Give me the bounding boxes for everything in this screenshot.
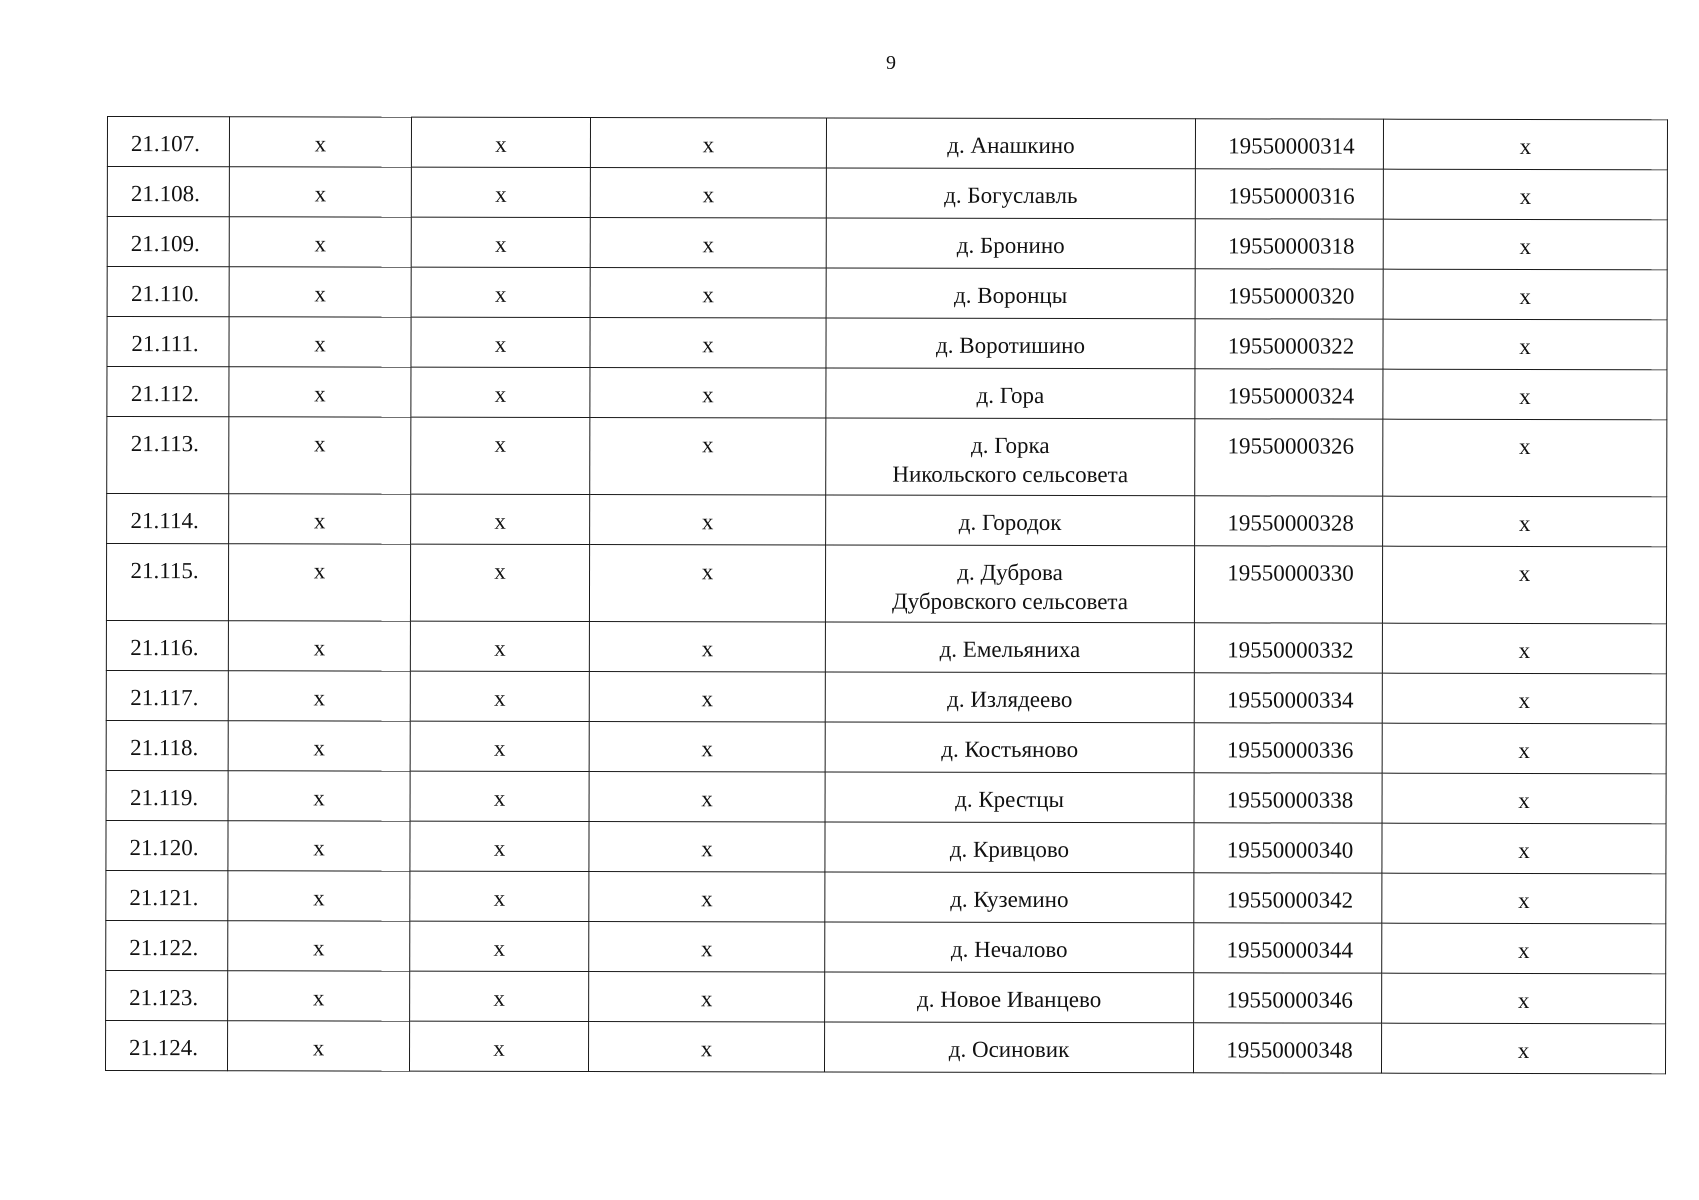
x-mark-cell-3: x	[590, 218, 826, 268]
x-mark-cell-4: x	[1382, 973, 1666, 1024]
x-mark-cell-3: x	[589, 722, 825, 772]
settlement-name-cell: д. Богуславль	[826, 168, 1195, 219]
settlement-name-cell: д. Воротишино	[826, 318, 1195, 369]
table-row	[107, 267, 1667, 320]
table-row	[106, 820, 1666, 873]
oktmo-code-cell: 19550000316	[1195, 169, 1383, 219]
x-mark-cell-3: x	[589, 972, 825, 1022]
table-row	[107, 417, 1667, 497]
x-mark-cell-1: x	[228, 544, 410, 621]
x-mark-cell-1: x	[229, 117, 411, 167]
x-mark-cell-3: x	[590, 368, 826, 418]
x-mark-cell-4: x	[1382, 546, 1666, 624]
x-mark-cell-4: x	[1382, 823, 1666, 874]
x-mark-cell-2: x	[410, 1021, 589, 1071]
x-mark-cell-4: x	[1383, 269, 1667, 320]
row-number-cell: 21.113.	[107, 417, 229, 494]
x-mark-cell-4: x	[1383, 169, 1667, 220]
x-mark-cell-4: x	[1382, 773, 1666, 824]
x-mark-cell-4: x	[1383, 319, 1667, 370]
page-number: 9	[886, 52, 896, 74]
row-number-cell: 21.107.	[107, 117, 229, 167]
settlement-name-cell: д. Осиновик	[824, 1022, 1193, 1073]
oktmo-code-cell: 19550000334	[1194, 673, 1382, 723]
table-row	[106, 544, 1666, 624]
table-row	[107, 494, 1667, 547]
x-mark-cell-1: x	[229, 367, 411, 417]
x-mark-cell-3: x	[589, 545, 825, 622]
settlement-name-cell	[825, 545, 1194, 623]
registry-table-container	[105, 116, 1667, 1074]
x-mark-cell-2: x	[410, 544, 589, 621]
x-mark-cell-2: x	[411, 367, 590, 417]
x-mark-cell-3: x	[590, 118, 826, 168]
x-mark-cell-3: x	[589, 622, 825, 672]
x-mark-cell-4: x	[1382, 673, 1666, 724]
x-mark-cell-2: x	[410, 721, 589, 771]
settlement-name-cell: д. Нечалово	[825, 922, 1194, 973]
table-row	[107, 317, 1667, 370]
oktmo-code-cell: 19550000326	[1195, 419, 1383, 496]
table-row	[106, 920, 1666, 973]
x-mark-cell-1: x	[228, 771, 410, 821]
oktmo-code-cell: 19550000322	[1195, 319, 1383, 369]
settlement-council-line: Дубровского сельсовета	[891, 588, 1129, 615]
oktmo-code-cell: 19550000348	[1193, 1023, 1381, 1073]
x-mark-cell-1: x	[228, 621, 410, 671]
x-mark-cell-2: x	[411, 417, 590, 494]
oktmo-code-cell: 19550000346	[1194, 973, 1382, 1023]
x-mark-cell-2: x	[410, 921, 589, 971]
oktmo-code-cell: 19550000338	[1194, 773, 1382, 823]
x-mark-cell-2: x	[411, 494, 590, 544]
x-mark-cell-3: x	[590, 495, 826, 545]
x-mark-cell-3: x	[590, 268, 826, 318]
table-body	[106, 117, 1668, 1074]
x-mark-cell-3: x	[589, 772, 825, 822]
x-mark-cell-3: x	[588, 1022, 824, 1072]
x-mark-cell-2: x	[410, 771, 589, 821]
settlement-name-line: д. Дуброва	[957, 559, 1063, 586]
x-mark-cell-3: x	[590, 168, 826, 218]
x-mark-cell-1: x	[229, 217, 411, 267]
settlement-name-cell: д. Емельяниха	[825, 622, 1194, 673]
table-row	[107, 167, 1667, 220]
oktmo-code-cell: 19550000340	[1194, 823, 1382, 873]
x-mark-cell-1: x	[228, 921, 410, 971]
x-mark-cell-4: x	[1382, 923, 1666, 974]
x-mark-cell-3: x	[589, 672, 825, 722]
x-mark-cell-3: x	[590, 318, 826, 368]
x-mark-cell-4: x	[1383, 219, 1667, 270]
row-number-cell: 21.115.	[106, 544, 228, 621]
oktmo-code-cell: 19550000314	[1195, 119, 1383, 169]
x-mark-cell-1: x	[228, 1021, 410, 1071]
row-number-cell: 21.123.	[106, 970, 228, 1020]
settlement-name-cell: д. Костьяново	[825, 722, 1194, 773]
oktmo-code-cell: 19550000324	[1195, 369, 1383, 419]
x-mark-cell-1: x	[229, 317, 411, 367]
x-mark-cell-1: x	[228, 721, 410, 771]
table-row	[106, 720, 1666, 773]
row-number-cell: 21.118.	[106, 720, 228, 770]
x-mark-cell-4: x	[1382, 623, 1666, 674]
x-mark-cell-1: x	[228, 971, 410, 1021]
oktmo-code-cell: 19550000318	[1195, 219, 1383, 269]
oktmo-code-cell: 19550000320	[1195, 269, 1383, 319]
settlement-name-cell: д. Бронино	[826, 218, 1195, 269]
settlement-name-line: д. Горка	[971, 432, 1050, 458]
table-row	[106, 670, 1666, 723]
oktmo-code-cell: 19550000336	[1194, 723, 1382, 773]
x-mark-cell-3: x	[590, 418, 826, 495]
table-row	[106, 1020, 1666, 1073]
row-number-cell: 21.120.	[106, 820, 228, 870]
settlement-council-line: Никольского сельсовета	[892, 461, 1129, 488]
x-mark-cell-1: x	[228, 871, 410, 921]
x-mark-cell-1: x	[229, 267, 411, 317]
x-mark-cell-4: x	[1382, 873, 1666, 924]
x-mark-cell-4: x	[1381, 1023, 1665, 1074]
x-mark-cell-2: x	[411, 217, 590, 267]
row-number-cell: 21.121.	[106, 870, 228, 920]
x-mark-cell-2: x	[411, 167, 590, 217]
x-mark-cell-1: x	[228, 671, 410, 721]
oktmo-code-cell: 19550000328	[1195, 496, 1383, 546]
x-mark-cell-1: x	[229, 167, 411, 217]
settlement-name-cell: д. Городок	[826, 495, 1195, 546]
row-number-cell: 21.112.	[107, 367, 229, 417]
row-number-cell: 21.119.	[106, 770, 228, 820]
table-row	[106, 770, 1666, 823]
settlement-name-cell	[826, 418, 1195, 496]
settlements-table	[105, 116, 1668, 1074]
row-number-cell: 21.108.	[107, 167, 229, 217]
x-mark-cell-1: x	[228, 821, 410, 871]
oktmo-code-cell: 19550000330	[1194, 546, 1382, 623]
table-row	[107, 217, 1667, 270]
settlement-name-cell: д. Воронцы	[826, 268, 1195, 319]
x-mark-cell-2: x	[411, 317, 590, 367]
settlement-name-cell: д. Анашкино	[826, 118, 1195, 169]
x-mark-cell-4: x	[1383, 419, 1667, 497]
table-row	[106, 970, 1666, 1023]
row-number-cell: 21.114.	[107, 494, 229, 544]
x-mark-cell-2: x	[410, 621, 589, 671]
oktmo-code-cell: 19550000332	[1194, 623, 1382, 673]
table-row	[106, 620, 1666, 673]
table-row	[107, 117, 1667, 170]
x-mark-cell-3: x	[589, 922, 825, 972]
settlement-name-cell: д. Гора	[826, 368, 1195, 419]
x-mark-cell-2: x	[410, 971, 589, 1021]
x-mark-cell-2: x	[410, 821, 589, 871]
row-number-cell: 21.110.	[107, 267, 229, 317]
settlement-name-cell: д. Новое Иванцево	[825, 972, 1194, 1023]
x-mark-cell-1: x	[229, 417, 411, 494]
x-mark-cell-3: x	[589, 872, 825, 922]
row-number-cell: 21.111.	[107, 317, 229, 367]
table-row	[106, 870, 1666, 923]
row-number-cell: 21.124.	[106, 1020, 228, 1070]
x-mark-cell-4: x	[1383, 119, 1667, 170]
x-mark-cell-2: x	[411, 117, 590, 167]
row-number-cell: 21.117.	[106, 670, 228, 720]
x-mark-cell-2: x	[411, 267, 590, 317]
x-mark-cell-2: x	[410, 871, 589, 921]
x-mark-cell-4: x	[1383, 369, 1667, 420]
row-number-cell: 21.109.	[107, 217, 229, 267]
x-mark-cell-4: x	[1383, 496, 1667, 547]
x-mark-cell-4: x	[1382, 723, 1666, 774]
row-number-cell: 21.122.	[106, 920, 228, 970]
x-mark-cell-1: x	[229, 494, 411, 544]
row-number-cell: 21.116.	[106, 620, 228, 670]
settlement-name-cell: д. Крестцы	[825, 772, 1194, 823]
oktmo-code-cell: 19550000344	[1194, 923, 1382, 973]
settlement-name-cell: д. Излядеево	[825, 672, 1194, 723]
oktmo-code-cell: 19550000342	[1194, 873, 1382, 923]
settlement-name-cell: д. Куземино	[825, 872, 1194, 923]
x-mark-cell-3: x	[589, 822, 825, 872]
x-mark-cell-2: x	[410, 671, 589, 721]
table-row	[107, 367, 1667, 420]
settlement-name-cell: д. Кривцово	[825, 822, 1194, 873]
